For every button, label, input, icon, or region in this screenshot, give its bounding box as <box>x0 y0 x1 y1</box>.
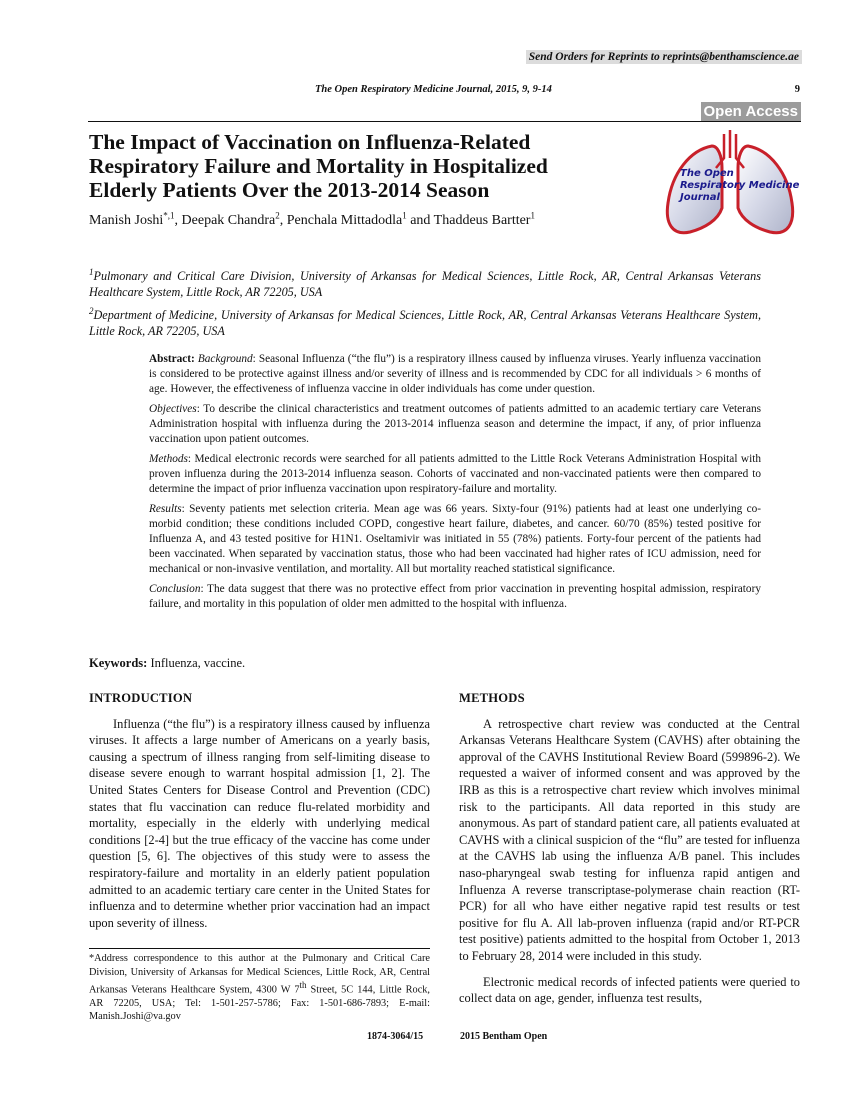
author: Penchala Mittadodla$^1$ and <box>286 210 434 228</box>
affiliation-1: $^1$Pulmonary and Critical Care Division, University of Arkansas for Medical Sciences, Little Rock, AR, Central Arkansas Veterans Healthcare System, Little Rock, AR 72205, USA <box>89 267 761 300</box>
open-access-badge: Open Access <box>701 102 802 121</box>
introduction-section <box>89 690 430 940</box>
lungs-icon <box>650 128 810 248</box>
abstract-background: Abstract: Background: Seasonal Influenza (“the flu”) is a respiratory illness caused by influenza viruses. Yearly influenza vaccination is considered to be protective against illness and/or severity of illness and is recommended by CDC for all individuals > 6 months of age. However, the effectiveness of influenza vaccine in older individuals has come under question. <box>149 353 761 395</box>
abstract-methods: Methods: Medical electronic records were searched for all patients admitted to the Little Rock Veterans Administration Hospital with proven influenza during the 2013-2014 influenza season. Cohorts of vaccinated and non-vaccinated patients were then compared to determine the impact of prior influenza vaccination upon respiratory-failure and mortality. <box>149 453 761 495</box>
journal-logo <box>650 128 810 248</box>
abstract-conclusion: Conclusion: The data suggest that there was no protective effect from prior vaccination in preventing hospital admission, respiratory failure, and mortality in this population of older men admitted to the hospital with influenza. <box>149 583 761 610</box>
abstract-objectives: Objectives: To describe the clinical characteristics and treatment outcomes of patients admitted to an academic tertiary care Veterans Administration hospital with influenza during the 2013-2014 influenza season and determine the impact, if any, of prior influenza vaccination upon patient outcomes. <box>149 403 761 445</box>
logo-text-line1: The Open <box>680 168 734 179</box>
author: Deepak Chandra$^2$, <box>181 210 287 228</box>
author: Thaddeus Bartter$^1$ <box>433 210 535 228</box>
methods-paragraph: A retrospective chart review was conducted at the Central Arkansas Veterans Healthcare System (CAVHS) after obtaining the approval of the CAVHS Institutional Review Board (599896-2). We requested a waiver of informed consent and was approved by the IRB as this is a retrospective chart review which involves minimal risk to the participants. All data reported in this study are anonymous. As part of standard patient care, all patients evaluated at CAVHS with a clinical suspicion of the “flu” are tested for influenza at the CAVHS lab using the influenza A/B panel. This includes naso-pharyngeal swab testing for influenza rapid antigen and Influenza A reverse transcriptase-polymerase chain reaction (RT-PCR) for all who have either negative rapid test results or test positive for flu A. All lab-proven influenza (rapid and/or RT-PCR test positive) patients admitted to the hospital from October 1, 2013 to February 28, 2014 were included in this study. <box>459 716 800 963</box>
introduction-paragraph: Influenza (“the flu”) is a respiratory illness caused by influenza viruses. It affects a large number of Americans on a yearly basis, causing a spectrum of illness ranging from self-limiting disease to disease severe enough to warrant hospital admission [1, 2]. The United States Centers for Disease Control and Prevention (CDC) states that flu vaccination can reduce flu-related morbidity and mortality, especially in the elderly with underlying medical conditions [2-4] but the true efficacy of the vaccine has come under question [5, 6]. The objectives of this study were to assess the respiratory-failure and mortality in an elderly patient population admitted to an academic tertiary care center in the United States for influenza and to determine whether prior vaccination had an impact upon severity of illness. <box>89 716 430 930</box>
issn: 1874-3064/15 <box>367 1031 424 1042</box>
correspondence-footnote: *Address correspondence to this author at the Pulmonary and Critical Care Division, University of Arkansas for Medical Sciences, Little Rock, AR, Central Arkansas Veterans Healthcare System, 4300 W 7th Street, 5C 144, Little Rock, AR 72205, USA; Tel: 1-501-257-5786; Fax: 1-501-686-7893; E-mail: Manish.Joshi@va.gov <box>89 953 430 1023</box>
introduction-heading: INTRODUCTION <box>89 691 193 705</box>
copyright: 2015 Bentham Open <box>460 1031 548 1042</box>
affiliation-2: $^2$Department of Medicine, University of Arkansas for Medical Sciences, Little Rock, AR, Central Arkansas Veterans Healthcare System, Little Rock, AR 72205, USA <box>89 306 761 339</box>
reprints-notice: Send Orders for Reprints to reprints@benthamscience.ae <box>526 50 802 64</box>
keywords: Keywords: Influenza, vaccine. <box>89 656 246 670</box>
methods-heading: METHODS <box>459 691 525 705</box>
header-rule <box>88 121 801 122</box>
methods-paragraph: Electronic medical records of infected patients were queried to collect data on age, gender, influenza test results, <box>459 974 800 1006</box>
logo-text-line2: Respiratory Medicine <box>680 180 800 191</box>
page-number: 9 <box>794 84 800 95</box>
logo-text-line3: Journal <box>680 192 720 203</box>
methods-section <box>459 690 800 1016</box>
abstract <box>149 352 761 617</box>
journal-citation: The Open Respiratory Medicine Journal, 2015, 9, 9-14 <box>315 84 552 95</box>
author: Manish Joshi$^{*,1}$, <box>89 210 182 228</box>
article-title: The Impact of Vaccination on Influenza-Related Respiratory Failure and Mortality in Hospitalized Elderly Patients Over the 2013-2014 Season <box>89 130 548 202</box>
abstract-results: Results: Seventy patients met selection criteria. Mean age was 66 years. Sixty-four (91%) patients had at least one underlying co-morbid condition; these conditions included COPD, congestive heart failure, diabetes, and cancer. 60/70 (85%) tested positive for Influenza A, and 43 tested positive for H1N1. Oseltamivir was initiated in 55 (78%) patients. Forty-four percent of the patients had been vaccinated. When separated by vaccination status, those who had been vaccinated had higher rates of ICU admission, need for mechanical or non-invasive ventilation, and mortality. All but mortality reached statistical significance. <box>149 503 762 575</box>
author-list <box>89 210 535 229</box>
footnote-rule <box>89 948 430 949</box>
